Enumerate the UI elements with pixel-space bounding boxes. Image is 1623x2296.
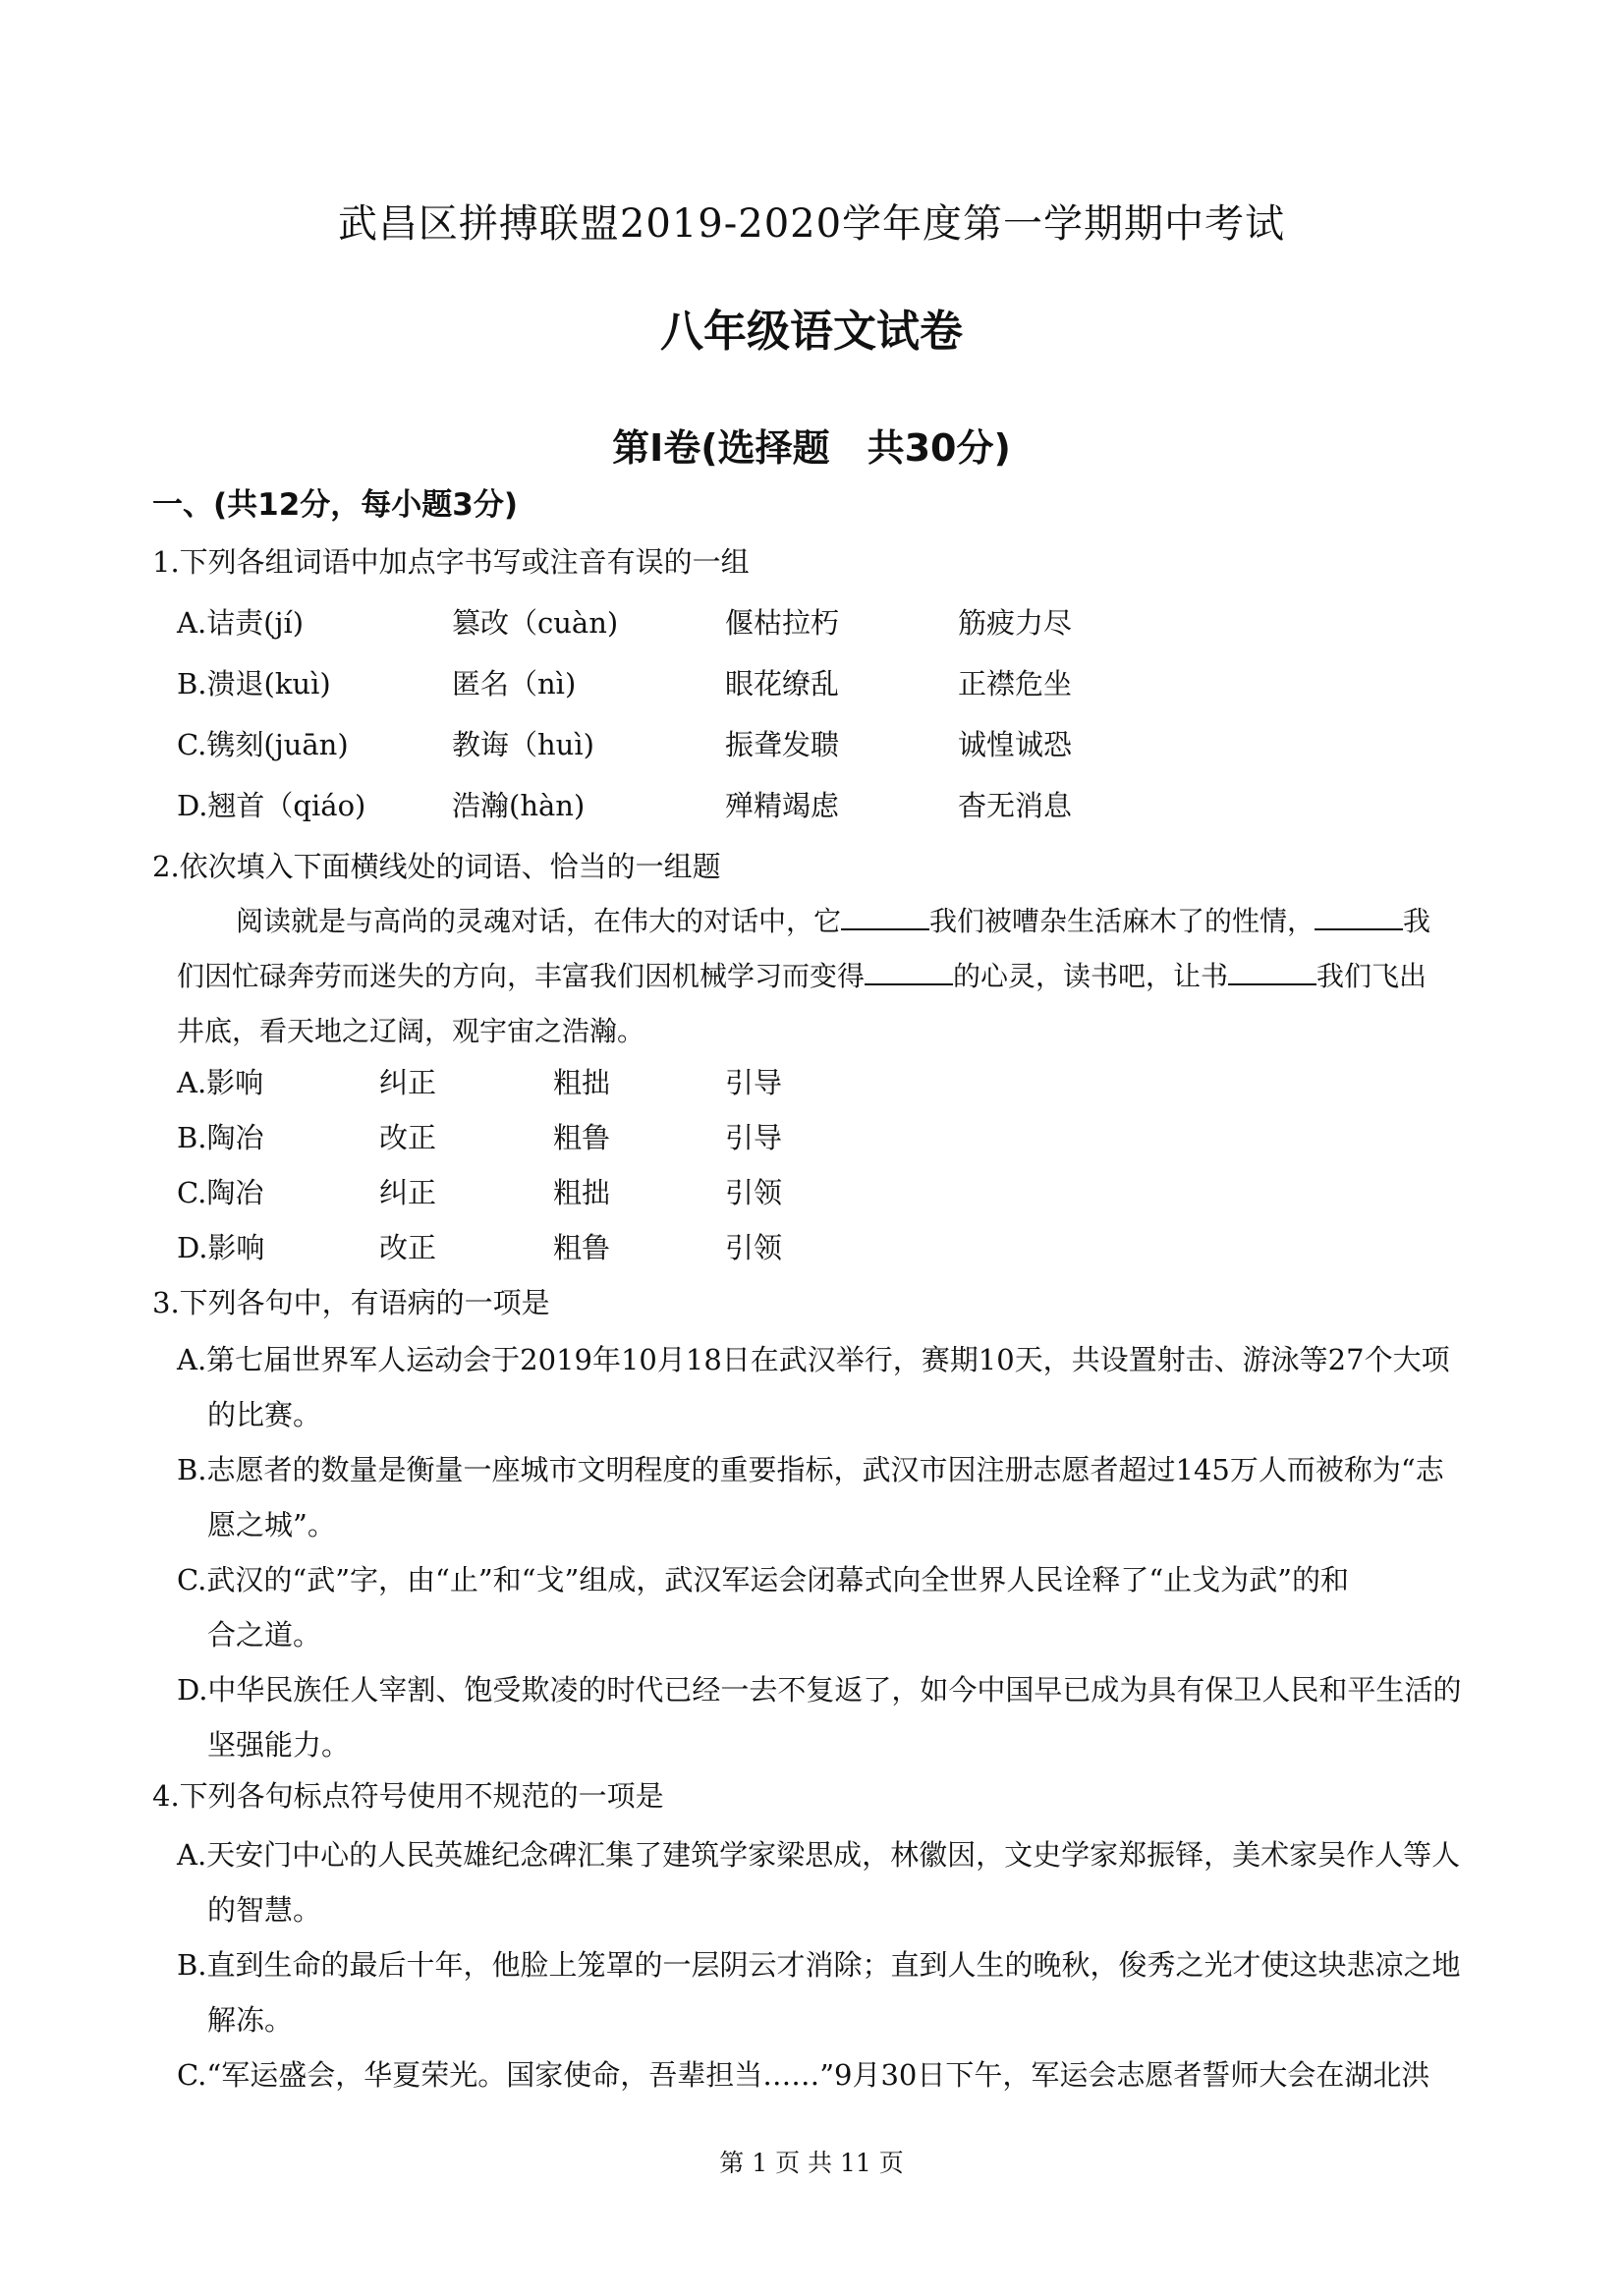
q3-option-c-cont: 合之道。 [207,1618,322,1652]
q3-option-d: D.中华民族任人宰割、饱受欺凌的时代已经一去不复返了，如今中国早已成为具有保卫人民和平生活的 [177,1673,1462,1707]
question-2-stem: 2.依次填入下面横线处的词语、恰当的一组题 [152,850,721,883]
q2-option-c-4: 引领 [725,1176,783,1209]
q2-option-d-1: D.影响 [177,1231,265,1264]
q1-option-a-3: 偃枯拉朽 [725,606,840,640]
q4-option-a: A.天安门中心的人民英雄纪念碑汇集了建筑学家梁思成，林徽因，文史学家郑振铎，美术家吴作人等人 [177,1838,1461,1872]
q1-option-a-1: A.诘责(jí) [177,606,305,640]
q2-option-c-1: C.陶冶 [177,1176,264,1209]
q4-option-b-cont: 解冻。 [207,2003,294,2037]
q2-option-a-3: 粗拙 [553,1066,611,1099]
q1-option-b-3: 眼花缭乱 [725,667,840,700]
q3-option-b-cont: 愿之城”。 [207,1508,336,1541]
exam-title-line: 武昌区拼搏联盟2019-2020学年度第一学期期中考试 [337,201,1286,247]
fill-blank-3 [865,958,953,985]
q2-option-c-2: 纠正 [379,1176,437,1209]
q1-option-d-4: 杳无消息 [958,789,1073,822]
question-3-stem: 3.下列各句中，有语病的一项是 [152,1286,550,1319]
fill-blank-4 [1228,958,1316,985]
q2-option-b-3: 粗鲁 [553,1121,611,1154]
q2-option-c-3: 粗拙 [553,1176,611,1209]
volume-title: 第Ⅰ卷(选择题 共30分) [612,426,1011,470]
q3-option-a-cont: 的比赛。 [207,1398,322,1431]
q2-passage-line-3: 井底，看天地之辽阔，观宇宙之浩瀚。 [177,1015,645,1047]
q1-option-b-4: 正襟危坐 [958,667,1073,700]
section-heading: 一、(共12分，每小题3分) [152,487,519,523]
q1-option-a-4: 筋疲力尽 [958,606,1073,640]
q2-option-a-2: 纠正 [379,1066,437,1099]
q1-option-a-2: 篡改（cuàn) [452,606,619,640]
q1-option-d-1: D.翘首（qiáo) [177,789,366,822]
q2-option-d-4: 引领 [725,1231,783,1264]
q1-option-d-2: 浩瀚(hàn) [452,789,586,822]
q2-option-d-2: 改正 [379,1231,437,1264]
q1-option-c-2: 教诲（huì) [452,728,594,761]
q4-option-b: B.直到生命的最后十年，他脸上笼罩的一层阴云才消除；直到人生的晚秋，俊秀之光才使这块悲凉之地 [177,1948,1461,1982]
q1-option-b-1: B.溃退(kuì) [177,667,331,700]
q3-option-a: A.第七届世界军人运动会于2019年10月18日在武汉举行，赛期10天，共设置射击、游泳等27个大项 [177,1343,1450,1376]
q1-option-c-1: C.镌刻(juān) [177,728,349,761]
q2-option-d-3: 粗鲁 [553,1231,611,1264]
q3-option-b: B.志愿者的数量是衡量一座城市文明程度的重要指标，武汉市因注册志愿者超过145万人而被称为“志 [177,1453,1444,1486]
q1-option-c-3: 振聋发聩 [725,728,840,761]
q4-option-a-cont: 的智慧。 [207,1893,322,1927]
q4-option-c: C.“军运盛会，华夏荣光。国家使命，吾辈担当……”9月30日下午，军运会志愿者誓师大会在湖北洪 [177,2058,1430,2092]
question-4-stem: 4.下列各句标点符号使用不规范的一项是 [152,1779,664,1813]
q1-option-b-2: 匿名（nì) [452,667,577,700]
q3-option-d-cont: 坚强能力。 [207,1728,351,1762]
q1-option-d-3: 殚精竭虑 [725,789,840,822]
q3-option-c: C.武汉的“武”字，由“止”和“戈”组成，武汉军运会闭幕式向全世界人民诠释了“止戈为武”的和 [177,1563,1349,1596]
q2-passage-line-2: 们因忙碌奔劳而迷失的方向，丰富我们因机械学习而变得 的心灵，读书吧，让书 我们飞出 [177,960,1427,992]
q2-option-b-2: 改正 [379,1121,437,1154]
q1-option-c-4: 诚惶诚恐 [958,728,1073,761]
exam-subject-title: 八年级语文试卷 [660,307,963,357]
fill-blank-1 [841,903,929,930]
q2-option-a-4: 引导 [725,1066,783,1099]
q2-option-b-4: 引导 [725,1121,783,1154]
page-footer: 第 1 页 共 11 页 [719,2149,904,2177]
q2-option-a-1: A.影响 [177,1066,264,1099]
q2-option-b-1: B.陶冶 [177,1121,264,1154]
question-1-stem: 1.下列各组词语中加点字书写或注音有误的一组 [152,545,750,579]
fill-blank-2 [1315,903,1403,930]
q2-passage-line-1: 阅读就是与高尚的灵魂对话，在伟大的对话中，它 我们被嘈杂生活麻木了的性情， 我 [236,905,1431,937]
